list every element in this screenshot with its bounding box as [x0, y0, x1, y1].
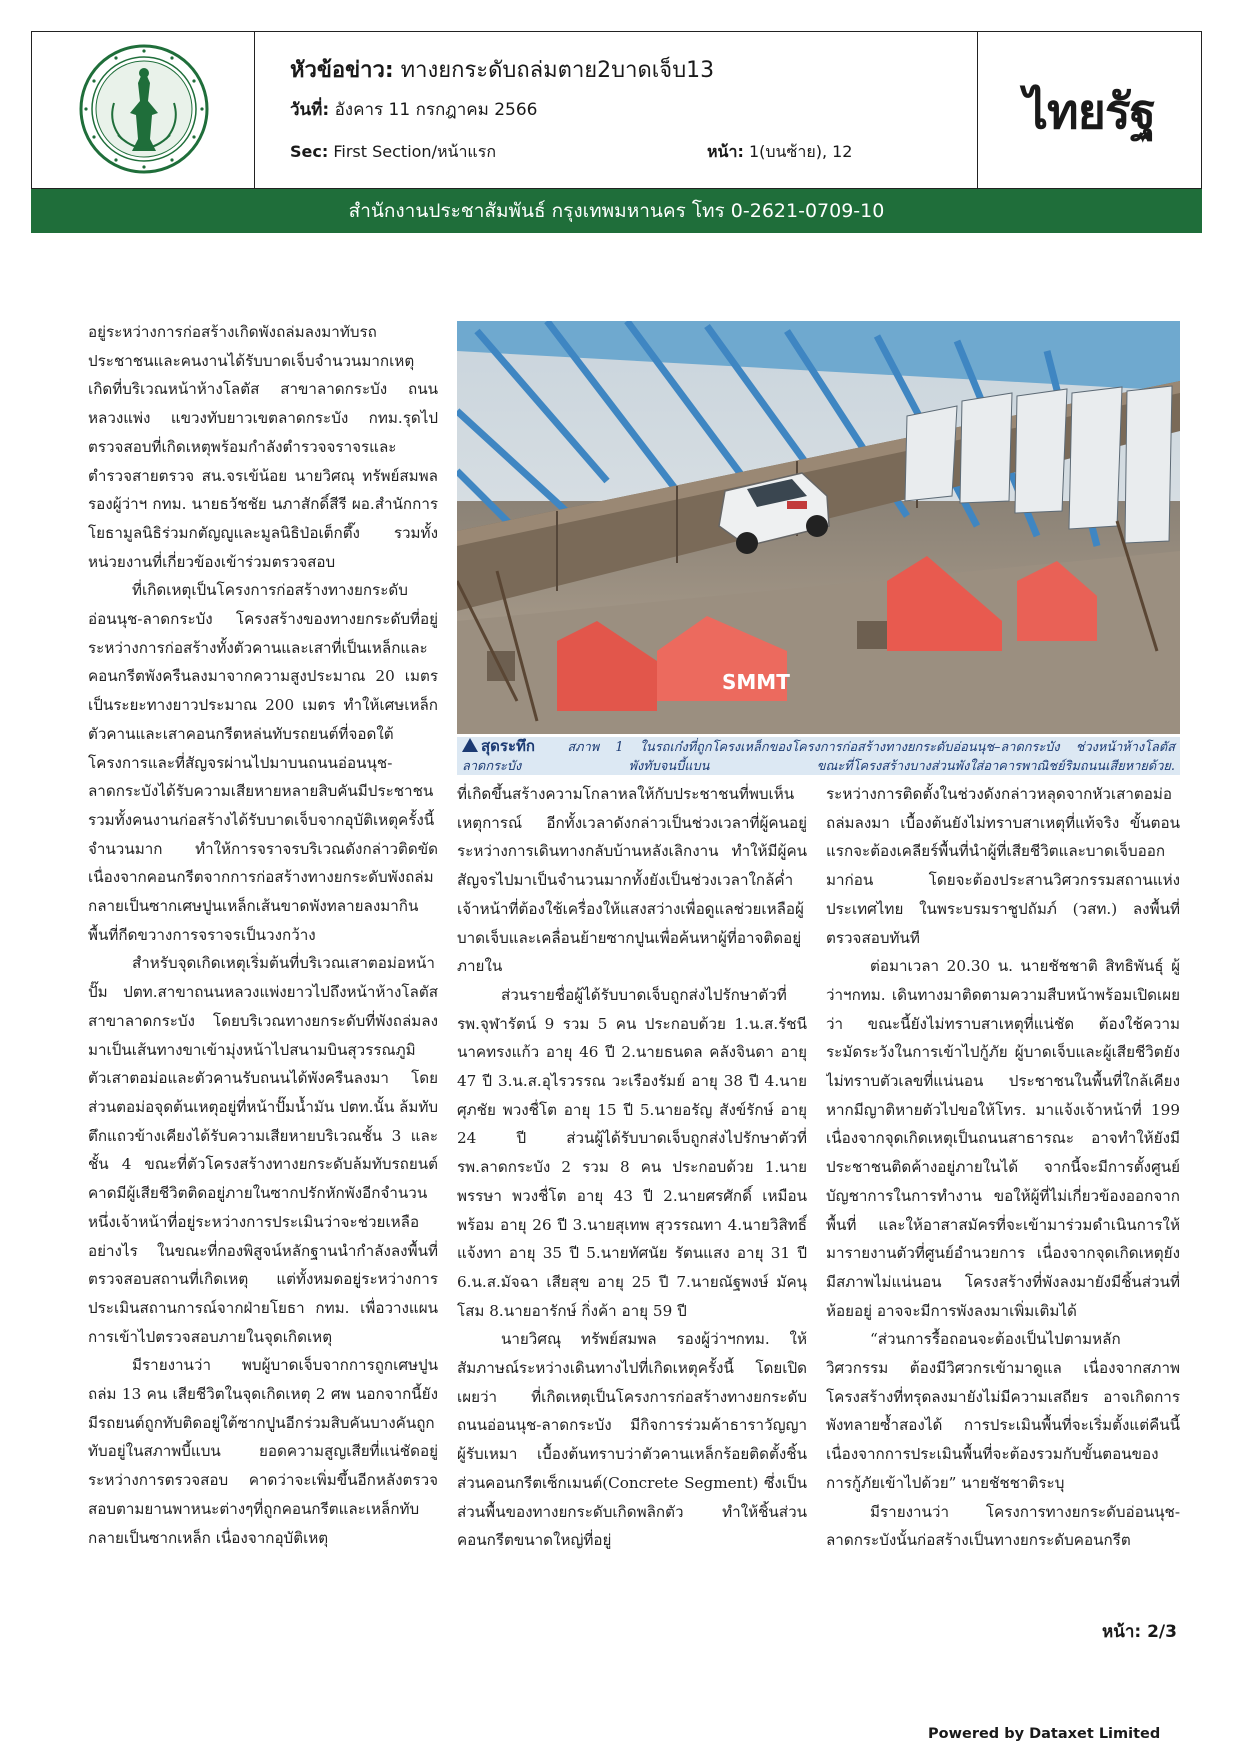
section-label: Sec: — [290, 142, 329, 161]
page-value: 1(บนซ้าย), 12 — [748, 142, 853, 161]
headline: ทางยกระดับถล่มตาย2บาดเจ็บ13 — [400, 58, 715, 83]
clipping-header — [31, 31, 1202, 233]
news-photo — [457, 321, 1180, 734]
caption-text: สภาพ 1 ในรถเก๋งที่ถูกโครงเหล็กของโครงการก่อสร้างทางยกระดับอ่อนนุช–ลาดกระบัง ช่วงหน้าห้างโลตัส ลาดกระบัง พังทับจนบี้แบน ขณะที่โครงสร้างบางส่วนพังใส่อาคารพาณิชย์ริมถนนเสียหายด้วย. — [462, 740, 1175, 774]
paragraph: มีรายงานว่า โครงการทางยกระดับอ่อนนุช-ลาดกระบังนั้นก่อสร้างเป็นทางยกระดับคอนกรีต — [826, 1502, 1180, 1550]
section-value: First Section/หน้าแรก — [333, 142, 497, 161]
article-column-left — [88, 318, 438, 1653]
page-number — [1102, 1618, 1177, 1645]
paragraph: ต่อมาเวลา 20.30 น. นายชัชชาติ สิทธิพันธุ์ ผู้ว่าฯกทม. เดินทางมาติดตามความสืบหน้าพร้อมเปิดเผยว่า ขณะนี้ยังไม่ทราบสาเหตุที่แน่ชัด ต้องใช้ความระมัดระวังในการเข้าไปกู้ภัย ผู้บาดเจ็บและผู้เสียชีวิตยังไม่ทราบตัวเลขที่แน่นอน ประชาชนในพื้นที่ใกล้เคียงหากมีญาติหายตัวไปขอให้โทร. มาแจ้งเจ้าหน้าที่ 199 เนื่องจากจุดเกิดเหตุเป็นถนนสาธารณะ อาจทำให้ยังมีประชาชนติดค้างอยู่ภายในได้ จากนี้จะมีการตั้งศูนย์บัญชาการในการทำงาน ขอให้ผู้ที่ไม่เกี่ยวข้องออกจากพื้นที่ และให้อาสาสมัครที่จะเข้ามาร่วมดำเนินการให้มารายงานตัวที่ศูนย์อำนวยการ เนื่องจากจุดเกิดเหตุยังมีสภาพไม่แน่นอน โครงสร้างที่พังลงมายังมีชิ้นส่วนที่ห้อยอยู่ อาจจะมีการพังลงมาเพิ่มเติมได้ — [826, 957, 1180, 1320]
paragraph: ระหว่างการติดตั้งในช่วงดังกล่าวหลุดจากหัวเสาตอม่อถล่มลงมา เบื้องต้นยังไม่ทราบสาเหตุที่แท้จริง ขั้นตอนแรกจะต้องเคลียร์พื้นที่นำผู้ที่เสียชีวิตและบาดเจ็บออกมาก่อน โดยจะต้องประสานวิศวกรรมสถานแห่งประเทศไทย ในพระบรมราชูปถัมภ์ (วสท.) ลงพื้นที่ตรวจสอบทันที — [826, 785, 1180, 947]
article-column-middle — [457, 780, 807, 1660]
paragraph: ที่เกิดเหตุเป็นโครงการก่อสร้างทางยกระดับอ่อนนุช-ลาดกระบัง โครงสร้างของทางยกระดับที่อยู่ระหว่างการก่อสร้างทั้งตัวคานและเสาที่เป็นเหล็กและคอนกรีตพังครืนลงมาจากความสูงประมาณ 20 เมตร เป็นระยะทางยาวประมาณ 200 เมตร ทำให้เศษเหล็กตัวคานและเสาคอนกรีตหล่นทับรถยนต์ที่จอดใต้โครงการและที่สัญจรผ่านไปมาบนถนนอ่อนนุช-ลาดกระบังได้รับความเสียหายหลายสิบคันมีประชาชนรวมทั้งคนงานก่อสร้างได้รับบาดเจ็บจากอุบัติเหตุครั้งนี้จำนวนมาก ทำให้การจราจรบริเวณดังกล่าวติดขัด เนื่องจากคอนกรีตจากการก่อสร้างทางยกระดับพังถล่มกลายเป็นซากเศษปูนเหล็กเส้นขาดพังทลายลงมากินพื้นที่กีดขวางการจราจรเป็นวงกว้าง — [88, 581, 438, 944]
section-row — [290, 140, 496, 165]
collapsed-elevated-road-photo — [457, 321, 1180, 734]
publication-cell — [978, 32, 1201, 188]
page-label: หน้า: — [707, 142, 744, 161]
paragraph: นายวิศณุ ทรัพย์สมพล รองผู้ว่าฯกทม. ให้สัมภาษณ์ระหว่างเดินทางไปที่เกิดเหตุครั้งนี้ โดยเปิดเผยว่า ที่เกิดเหตุเป็นโครงการก่อสร้างทางยกระดับถนนอ่อนนุช-ลาดกระบัง มีกิจการร่วมค้าธาราวัญญา ผู้รับเหมา เบื้องต้นทราบว่าตัวคานเหล็กร้อยติดตั้งชิ้นส่วนคอนกรีตเซ็กเมนต์(Concrete Segment) ซึ่งเป็นส่วนพื้นของทางยกระดับเกิดพลิกตัว ทำให้ชิ้นส่วนคอนกรีตขนาดใหญ่ที่อยู่ — [457, 1330, 807, 1550]
page-row — [707, 140, 852, 165]
photo-caption — [457, 737, 1180, 775]
info-cell — [255, 32, 978, 188]
paragraph: ส่วนรายชื่อผู้ได้รับบาดเจ็บถูกส่งไปรักษาตัวที่ รพ.จุฬารัตน์ 9 รวม 5 คน ประกอบด้วย 1.น.ส.รัชนี นาคทรงแก้ว อายุ 46 ปี 2.นายธนดล คลังจินดา อายุ 47 ปี 3.น.ส.อุไรวรรณ วะเรืองรัมย์ อายุ 38 ปี 4.นายศุภชัย พวงชื่โต อายุ 15 ปี 5.นายอรัญ สังข์รักษ์ อายุ 24 ปี ส่วนผู้ได้รับบาดเจ็บถูกส่งไปรักษาตัวที่ รพ.ลาดกระบัง 2 รวม 8 คน ประกอบด้วย 1.นายพรรษา พวงชื่โต อายุ 43 ปี 2.นายศรศักดิ์ เหมือนพร้อม อายุ 26 ปี 3.นายสุเทพ สุวรรณทา 4.นายวิสิทธิ์ แจ้งทา อายุ 35 ปี 5.นายทัศนัย รัตนแสง อายุ 31 ปี 6.น.ส.มัจฉา เสียสุข อายุ 25 ปี 7.นายณัฐพงษ์ มัคนุโสม 8.นายอารักษ์ กิ่งค้า อายุ 59 ปี — [457, 985, 807, 1320]
page-number-label: หน้า: — [1102, 1622, 1142, 1642]
date-label: วันที่: — [290, 100, 330, 120]
office-bar: สำนักงานประชาสัมพันธ์ กรุงเทพมหานคร โทร 0-2621-0709-10 — [31, 189, 1202, 233]
paragraph: อยู่ระหว่างการก่อสร้างเกิดพังถล่มลงมาทับรถประชาชนและคนงานได้รับบาดเจ็บจำนวนมากเหตุเกิดที่บริเวณหน้าห้างโลตัส สาขาลาดกระบัง ถนนหลวงแพ่ง แขวงทับยาวเขตลาดกระบัง กทม.รุดไปตรวจสอบที่เกิดเหตุพร้อมกำลังตำรวจจราจรและตำรวจสายตรวจ สน.จรเข้น้อย นายวิศณุ ทรัพย์สมพล รองผู้ว่าฯ กทม. นายธวัชชัย นภาสักดิ์สีรี ผอ.สำนักการโยธามูลนิธิร่วมกตัญญูและมูลนิธิป่อเต็กตึ๊ง รวมทั้งหน่วยงานที่เกี่ยวข้องเข้าร่วมตรวจสอบ — [88, 323, 438, 571]
bangkok-city-seal-icon — [78, 43, 210, 175]
warning-triangle-icon — [462, 738, 478, 752]
paragraph: มีรายงานว่า พบผู้บาดเจ็บจากการถูกเศษปูนถล่ม 13 คน เสียชีวิตในจุดเกิดเหตุ 2 ศพ นอกจากนี้ยังมีรถยนต์ถูกทับติดอยู่ใต้ซากปูนอีกร่วมสิบคันบางคันถูกทับอยู่ในสภาพบี้แบน ยอดความสูญเสียที่แน่ชัดอยู่ระหว่างการตรวจสอบ คาดว่าจะเพิ่มขึ้นอีกหลังตรวจสอบตามยานพาหนะต่างๆที่ถูกคอนกรีตและเหล็กทับกลายเป็นซากเหล็ก เนื่องจากอุบัติเหตุ — [88, 1356, 438, 1547]
header-table — [31, 31, 1202, 189]
page-number-value: 2/3 — [1147, 1622, 1177, 1642]
caption-lead: สุดระทึก — [481, 737, 535, 755]
paragraph: สำหรับจุดเกิดเหตุเริ่มต้นที่บริเวณเสาตอม่อหน้าปั๊ม ปตท.สาขาถนนหลวงแพ่งยาวไปถึงหน้าห้างโลตัสสาขาลาดกระบัง โดยบริเวณทางยกระดับที่พังถล่มลงมาเป็นเส้นทางขาเข้ามุ่งหน้าไปสนามบินสุวรรณภูมิ ตัวเสาตอม่อและตัวคานรับถนนได้พังครืนลงมา โดยส่วนตอม่อจุดต้นเหตุอยู่ที่หน้าปั๊มน้ำมัน ปตท.นั้น ล้มทับตึกแถวข้างเคียงได้รับความเสียหายบริเวณชั้น 3 และชั้น 4 ขณะที่ตัวโครงสร้างทางยกระดับล้มทับรถยนต์ คาดมีผู้เสียชีวิตติดอยู่ภายในซากปรักหักพังอีกจำนวนหนึ่งเจ้าหน้าที่อยู่ระหว่างการประเมินว่าจะช่วยเหลืออย่างไร ในขณะที่กองพิสูจน์หลักฐานนำกำลังลงพื้นที่ตรวจสอบสถานที่เกิดเหตุ แต่ทั้งหมดอยู่ระหว่างการประเมินสถานการณ์จากฝ่ายโยธา กทม. เพื่อวางแผนการเข้าไปตรวจสอบภายในจุดเกิดเหตุ — [88, 954, 438, 1346]
headline-row — [290, 52, 714, 87]
article-column-right — [826, 780, 1180, 1660]
barrier-text: SMMT — [722, 670, 790, 694]
logo-cell — [32, 32, 255, 188]
headline-label: หัวข้อข่าว: — [290, 58, 394, 83]
paragraph: ที่เกิดขึ้นสร้างความโกลาหลให้กับประชาชนที่พบเห็นเหตุการณ์ อีกทั้งเวลาดังกล่าวเป็นช่วงเวลาที่ผู้คนอยู่ระหว่างการเดินทางกลับบ้านหลังเลิกงาน ทำให้มีผู้คนสัญจรไปมาเป็นจำนวนมากทั้งยังเป็นช่วงเวลาใกล้ค่ำ เจ้าหน้าที่ต้องใช้เครื่องให้แสงสว่างเพื่อดูแลช่วยเหลือผู้บาดเจ็บและเคลื่อนย้ายซากปูนเพื่อค้นหาผู้ที่อาจติดอยู่ภายใน — [457, 785, 807, 976]
date-row — [290, 96, 538, 123]
paragraph: “ส่วนการรื้อถอนจะต้องเป็นไปตามหลักวิศวกรรม ต้องมีวิศวกรเข้ามาดูแล เนื่องจากสภาพโครงสร้างที่ทรุดลงมายังไม่มีความเสถียร อาจเกิดการพังทลายซ้ำสองได้ การประเมินพื้นที่จะเริ่มตั้งแต่คืนนี้ เนื่องจากการประเมินพื้นที่จะต้องรวมกับขั้นตอนของการกู้ภัยเข้าไปด้วย” นายชัชชาติระบุ — [826, 1330, 1180, 1492]
powered-by: Powered by Dataxet Limited — [928, 1726, 1161, 1742]
publication-logo: ไทยรัฐ — [1023, 84, 1156, 140]
date-value: อังคาร 11 กรกฎาคม 2566 — [334, 100, 538, 120]
